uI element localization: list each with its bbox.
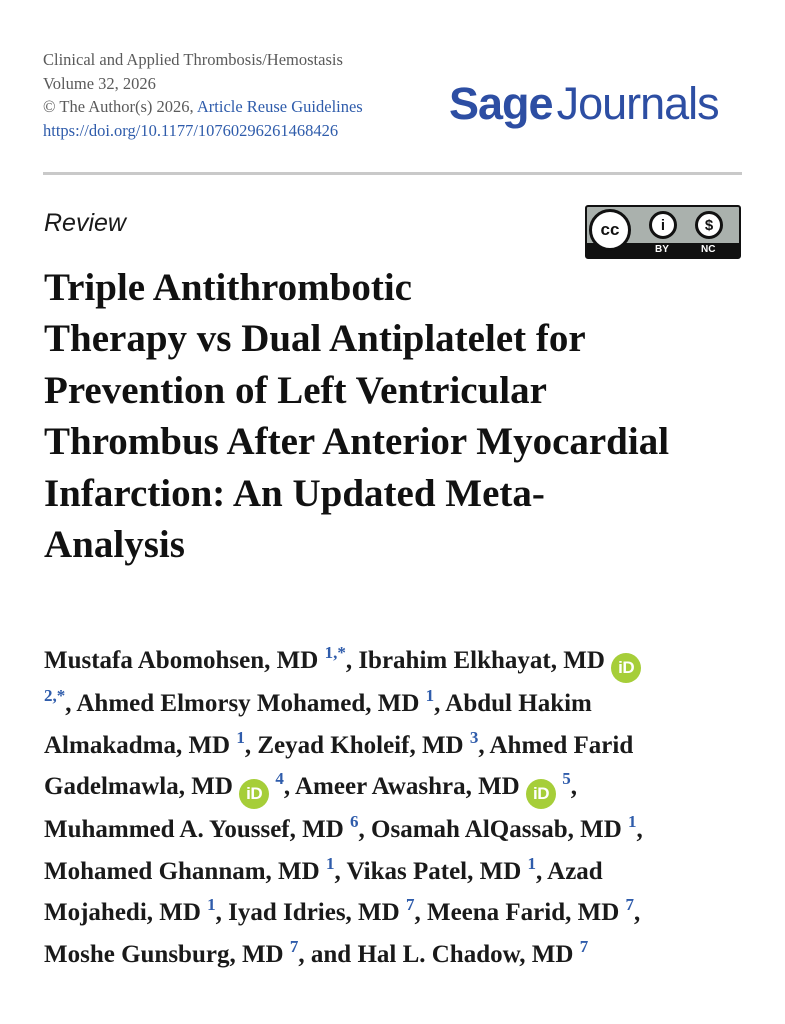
author-name[interactable]: Ameer Awashra, MD (295, 773, 520, 800)
author-name[interactable]: Zeyad Kholeif, MD (257, 731, 464, 759)
author-name[interactable]: Muhammed A. Youssef, MD (44, 816, 344, 843)
author-line: Moshe Gunsburg, MD $^7$, and Hal L. Chadow, MD $^7$ (44, 936, 589, 968)
author-line: Mojahedi, MD $^1$, Iyad Idries, MD $^7$, Meena Farid, MD $^7$, (44, 895, 641, 926)
affiliation-ref[interactable]: 1 (527, 853, 537, 873)
doi-link[interactable]: https://doi.org/10.1177/10760296261468426 (43, 120, 339, 140)
journal-name: Clinical and Applied Thrombosis/Hemostasis (43, 50, 343, 69)
affiliation-ref[interactable]: 7 (289, 936, 299, 956)
title-line: Triple Antithrombotic (44, 266, 412, 309)
brand-primary: Sage (449, 78, 553, 129)
author-line: Mohamed Ghannam, MD $^1$, Vikas Patel, MD $^1$, Azad (44, 853, 603, 885)
nc-label: NC (701, 244, 716, 255)
author-name[interactable]: Meena Farid, MD (426, 899, 620, 926)
cc-by-nc-license-badge[interactable] (585, 205, 741, 259)
affiliation-ref[interactable]: 1 (628, 812, 637, 831)
author-name-part[interactable]: Azad (547, 857, 603, 885)
brand-secondary: Journals (556, 78, 719, 129)
author-line: Almakadma, MD $^1$, Zeyad Kholeif, MD $^3$, Ahmed Farid (44, 727, 634, 759)
orcid-icon[interactable]: iD (526, 779, 556, 809)
cc-icon: cc (589, 209, 631, 251)
affiliation-ref[interactable]: 2,* (44, 686, 66, 705)
affiliation-ref[interactable]: 6 (350, 812, 359, 831)
header-divider (43, 172, 742, 175)
affiliation-ref[interactable]: 7 (405, 895, 415, 914)
affiliation-ref[interactable]: 1 (236, 727, 245, 747)
author-name[interactable]: Mohamed Ghannam, MD (44, 857, 320, 885)
author-name[interactable]: Mustafa Abomohsen, MD (44, 647, 319, 674)
author-name[interactable]: Iyad Idries, MD (228, 899, 400, 926)
orcid-icon[interactable]: iD (611, 653, 641, 683)
journal-meta (43, 48, 363, 142)
affiliation-ref[interactable]: 7 (579, 936, 589, 956)
journal-volume: Volume 32, 2026 (43, 73, 156, 93)
author-name[interactable]: Osamah AlQassab, MD (371, 816, 622, 843)
author-name[interactable]: Ibrahim Elkhayat, MD (358, 647, 605, 674)
title-line: Prevention of Left Ventricular (44, 368, 547, 412)
affiliation-ref[interactable]: 7 (625, 895, 635, 914)
author-name[interactable]: Ahmed Elmorsy Mohamed, MD (76, 690, 420, 717)
affiliation-ref[interactable]: 4 (275, 769, 284, 788)
attribution-icon: i (649, 211, 677, 239)
title-line: Therapy vs Dual Antiplatelet for (44, 317, 586, 361)
author-line: Mustafa Abomohsen, MD $^{1,*}$, Ibrahim Elkhayat, MD iD (44, 640, 744, 683)
author-name-part[interactable]: Ahmed Farid (489, 731, 634, 759)
author-name[interactable]: Vikas Patel, MD (346, 857, 522, 885)
affiliation-ref[interactable]: 5 (562, 769, 571, 788)
noncommercial-icon: $ (695, 211, 723, 239)
author-line: Muhammed A. Youssef, MD $^6$, Osamah AlQassab, MD $^1$, (44, 812, 643, 843)
title-line: Infarction: An Updated Meta- (44, 471, 545, 515)
author-name[interactable]: Moshe Gunsburg, MD (44, 940, 284, 968)
affiliation-ref[interactable]: 3 (469, 727, 479, 747)
sage-journals-logo[interactable] (449, 78, 719, 130)
author-line: Gadelmawla, MD iD $^4$, Ameer Awashra, MD iD $^5$, (44, 766, 744, 809)
affiliation-ref[interactable]: 1,* (324, 643, 346, 662)
author-name-part[interactable]: Abdul Hakim (445, 690, 592, 717)
copyright-line (43, 95, 363, 119)
article-type: Review (44, 209, 126, 237)
author-name-part[interactable]: Almakadma, MD (44, 731, 231, 759)
author-line: $^{2,*}$, Ahmed Elmorsy Mohamed, MD $^1$, Abdul Hakim (44, 686, 592, 717)
article-title (44, 262, 744, 570)
orcid-icon[interactable]: iD (239, 779, 269, 809)
author-list (44, 640, 744, 975)
affiliation-ref[interactable]: 1 (325, 853, 335, 873)
conjunction: and (310, 940, 352, 968)
reuse-guidelines-link[interactable]: Article Reuse Guidelines (196, 97, 363, 116)
copyright-text: © The Author(s) 2026, (43, 97, 194, 116)
author-name-part[interactable]: Gadelmawla, MD (44, 773, 233, 800)
author-name-part[interactable]: Mojahedi, MD (44, 899, 201, 926)
title-line: Thrombus After Anterior Myocardial (44, 420, 670, 464)
title-line: Analysis (44, 523, 185, 567)
author-name[interactable]: Hal L. Chadow, MD (357, 940, 574, 968)
affiliation-ref[interactable]: 1 (207, 895, 216, 914)
affiliation-ref[interactable]: 1 (425, 686, 435, 705)
by-label: BY (655, 244, 669, 255)
